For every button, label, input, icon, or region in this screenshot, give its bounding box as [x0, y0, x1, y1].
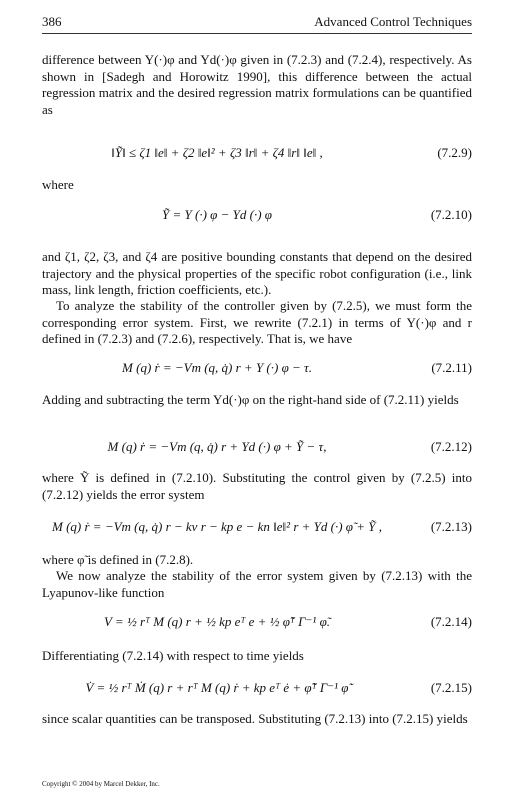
equation-number: (7.2.9) [437, 145, 472, 160]
paragraph-differentiating: Differentiating (7.2.14) with respect to time yields [42, 648, 304, 663]
equation-7-2-12 [42, 439, 472, 459]
equation-body: Ỹ = Y (·) φ − Yd (·) φ [162, 207, 272, 222]
equation-number: (7.2.12) [430, 439, 472, 454]
equation-body: V̇ = ½ rᵀ Ṁ (q) r + rᵀ M (q) ṙ + kp eᵀ ė + φ̃ᵀ Γ⁻¹ φ̃̇ [85, 680, 349, 695]
equation-body: V = ½ rᵀ M (q) r + ½ kp eᵀ e + ½ φ̃ᵀ Γ⁻¹ φ̃. [103, 614, 331, 629]
equation-7-2-11 [42, 360, 472, 380]
equation-body: M (q) ṙ = −Vm (q, q̇) r + Yd (·) φ + Ỹ − τ, [107, 439, 327, 454]
page-number: 386 [42, 14, 62, 29]
copyright-footer: Copyright © 2004 by Marcel Dekker, Inc. [42, 780, 160, 788]
paragraph-scalar-transposed: since scalar quantities can be transposed. Substituting (7.2.13) into (7.2.15) yields [42, 711, 468, 726]
equation-number: (7.2.13) [430, 519, 472, 534]
paragraph-where-1: where [42, 177, 74, 192]
paragraph-where-2: where φ̃ is defined in (7.2.8). [42, 552, 194, 567]
paragraph-substituting-control: where Ỹ is defined in (7.2.10). Substituting the control given by (7.2.5) into (7.2.12) yields the error system [42, 470, 472, 502]
running-title: Advanced Control Techniques [314, 14, 472, 29]
equation-7-2-9 [42, 145, 472, 165]
equation-body: M (q) ṙ = −Vm (q, q̇) r − kv r − kp e − kn ‖e‖² r + Yd (·) φ̃ + Ỹ , [52, 519, 382, 534]
equation-body: ‖Ỹ‖ ≤ ζ1 ‖e‖ + ζ2 ‖e‖² + ζ3 ‖r‖ + ζ4 ‖r‖ ‖e‖ , [111, 145, 323, 160]
running-header [42, 14, 472, 32]
equation-7-2-14 [42, 614, 472, 634]
equation-number: (7.2.14) [430, 614, 472, 629]
equation-number: (7.2.11) [431, 360, 472, 375]
equation-7-2-13 [42, 519, 472, 539]
equation-7-2-10 [42, 207, 472, 227]
equation-number: (7.2.10) [430, 207, 472, 222]
paragraph-adding-subtracting: Adding and subtracting the term Yd(·)φ on the right-hand side of (7.2.11) yields [42, 392, 459, 407]
paragraph-stability-analysis: To analyze the stability of the controller given by (7.2.5), we must form the corresponding error system. First, we rewrite (7.2.1) in terms of Y(·)φ and r defined in (7.2.3) and (7.2.6), respectively. That is, we have [42, 298, 472, 346]
paragraph-lyapunov: We now analyze the stability of the error system given by (7.2.13) with the Lyapunov-like function [42, 568, 472, 600]
equation-body: M (q) ṙ = −Vm (q, q̇) r + Y (·) φ − τ. [122, 360, 312, 375]
equation-7-2-15 [42, 680, 472, 700]
header-rule [42, 33, 472, 34]
paragraph-regression-difference: difference between Y(·)φ and Yd(·)φ given in (7.2.3) and (7.2.4), respectively. As shown in [Sadegh and Horowitz 1990], this difference between the actual regression matrix and the desired regression matrix formulations can be quantified as [42, 52, 472, 117]
equation-number: (7.2.15) [430, 680, 472, 695]
paragraph-bounding-constants: and ζ1, ζ2, ζ3, and ζ4 are positive bounding constants that depend on the desired trajectory and the physical properties of the specific robot configuration (i.e., link mass, link length, friction coefficients, etc.). [42, 249, 472, 297]
